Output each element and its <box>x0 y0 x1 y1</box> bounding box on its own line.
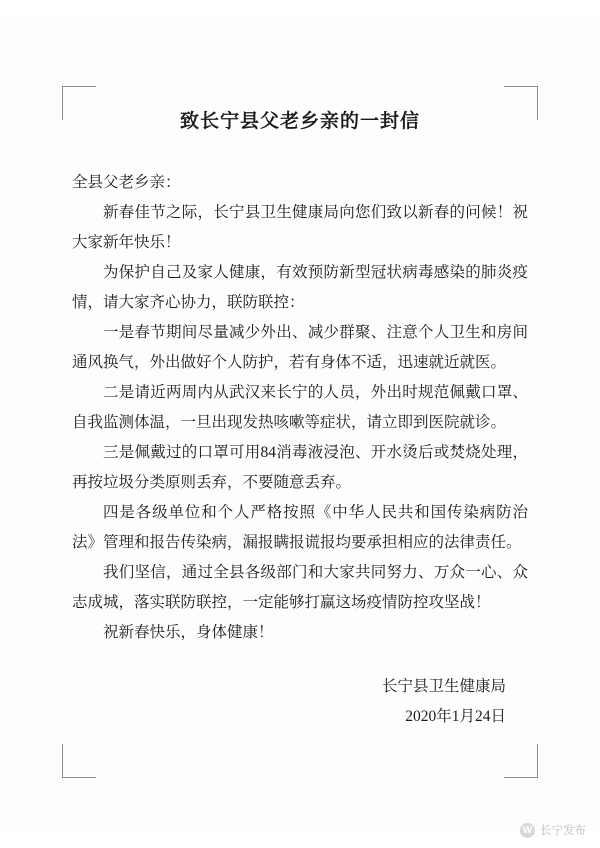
document-body <box>72 168 528 648</box>
paragraph-8: 祝新春快乐，身体健康！ <box>103 624 274 641</box>
paper-edge-bottom <box>0 830 600 848</box>
paragraph-4: 二是请近两周内从武汉来长宁的人员，外出时规范佩戴口罩、自我监测体温，一旦出现发热咳嗽等症状，请立即到医院就诊。 <box>72 384 528 431</box>
salutation: 全县父老乡亲： <box>72 174 181 191</box>
watermark <box>520 822 586 838</box>
document-title: 致长宁县父老乡亲的一封信 <box>179 111 420 132</box>
paragraph-1: 新春佳节之际，长宁县卫生健康局向您们致以新春的问候！祝大家新年快乐！ <box>72 204 528 251</box>
paragraph-5: 三是佩戴过的口罩可用84消毒液浸泡、开水烫后或焚烧处理，再按垃圾分类原则丢弃，不要随意丢弃。 <box>72 444 528 491</box>
watermark-label: 长宁发布 <box>540 825 586 837</box>
paragraph-6: 四是各级单位和个人严格按照《中华人民共和国传染病防治法》管理和报告传染病，漏报瞒报谎报均要承担相应的法律责任。 <box>72 504 528 551</box>
paper-edge-top <box>0 0 600 18</box>
paragraph-7: 我们坚信，通过全县各级部门和大家共同努力、万众一心、众志成城，落实联防联控，一定能够打赢这场疫情防控攻坚战！ <box>72 564 528 611</box>
paragraph-3: 一是春节期间尽量减少外出、减少群聚、注意个人卫生和房间通风换气，外出做好个人防护，若有身体不适，迅速就近就医。 <box>72 324 528 371</box>
signature-block <box>72 672 528 732</box>
crop-mark-bottom-right <box>504 744 538 778</box>
paragraph-2: 为保护自己及家人健康，有效预防新型冠状病毒感染的肺炎疫情，请大家齐心协力，联防联控： <box>72 264 528 311</box>
signer-name: 长宁县卫生健康局 <box>381 678 506 695</box>
watermark-badge-icon: W <box>520 823 535 838</box>
crop-mark-bottom-left <box>62 744 96 778</box>
signature-date: 2020年1月24日 <box>405 708 506 725</box>
